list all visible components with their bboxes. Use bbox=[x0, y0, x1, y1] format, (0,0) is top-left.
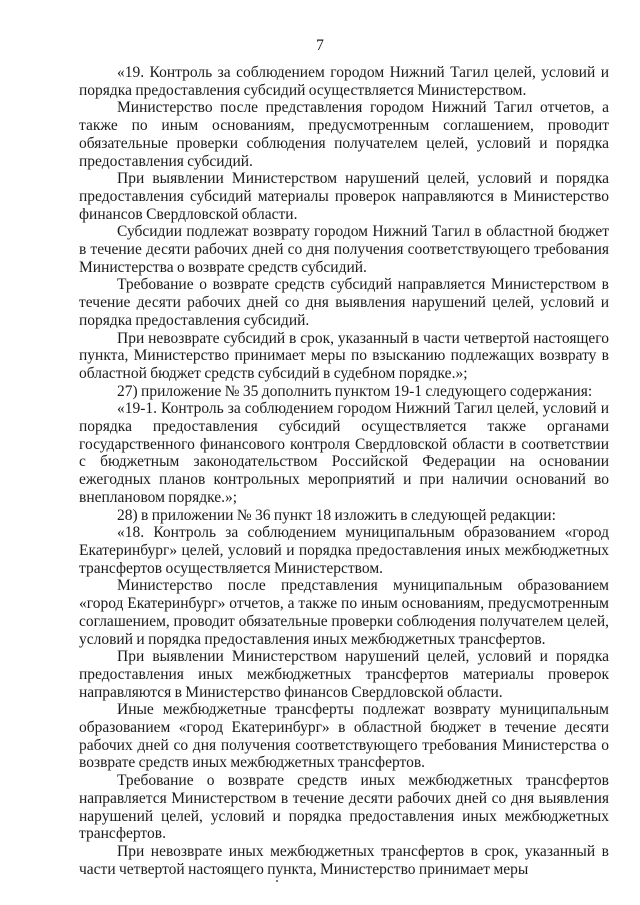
paragraph: Требование о возврате средств субсидий направляется Министерством в течение десяти рабочих дней со дня выявления нарушений целей, условий и порядка предоставления субсидий. bbox=[79, 276, 609, 329]
page-number: 7 bbox=[316, 37, 324, 54]
paragraph: «19-1. Контроль за соблюдением городом Нижний Тагил целей, условий и порядка предоставления субсидий осуществляется также органами государственного финансового контроля Свердловской области в соответствии с бюджетным законодательством Российской Федерации на основании ежегодных планов контрольных мероприятий и при наличии оснований во внеплановом порядке.»; bbox=[79, 400, 609, 506]
paragraph: Иные межбюджетные трансферты подлежат возврату муниципальным образованием «город Екатеринбург» в областной бюджет в течение десяти рабочих дней со дня получения соответствующего требования Министерства о возврате средств иных межбюджетных трансфертов. bbox=[79, 701, 609, 772]
scan-speck bbox=[276, 880, 278, 882]
paragraph: «18. Контроль за соблюдением муниципальным образованием «город Екатеринбург» целей, условий и порядка предоставления иных межбюджетных трансфертов осуществляется Министерством. bbox=[79, 524, 609, 577]
document-body bbox=[79, 64, 609, 878]
paragraph: При невозврате субсидий в срок, указанный в части четвертой настоящего пункта, Министерство принимает меры по взысканию подлежащих возврату в областной бюджет средств субсидий в судебном порядке.»; bbox=[79, 329, 609, 382]
paragraph: Министерство после представления городом Нижний Тагил отчетов, а также по иным основаниям, предусмотренным соглашением, проводит обязательные проверки соблюдения получателем целей, условий и порядка предоставления субсидий. bbox=[79, 99, 609, 170]
paragraph: 28) в приложении № 36 пункт 18 изложить в следующей редакции: bbox=[117, 506, 556, 524]
paragraph: При выявлении Министерством нарушений целей, условий и порядка предоставления субсидий материалы проверок направляются в Министерство финансов Свердловской области. bbox=[79, 170, 609, 223]
paragraph: Требование о возврате средств иных межбюджетных трансфертов направляется Министерством в течение десяти рабочих дней со дня выявления нарушений целей, условий и порядка предоставления иных межбюджетных трансфертов. bbox=[79, 772, 609, 843]
paragraph: Министерство после представления муниципальным образованием «город Екатеринбург» отчетов, а также по иным основаниям, предусмотренным соглашением, проводит обязательные проверки соблюдения получателем целей, условий и порядка предоставления иных межбюджетных трансфертов. bbox=[79, 577, 609, 648]
paragraph: «19. Контроль за соблюдением городом Нижний Тагил целей, условий и порядка предоставления субсидий осуществляется Министерством. bbox=[79, 64, 609, 99]
paragraph: При невозврате иных межбюджетных трансфертов в срок, указанный в части четвертой настоящего пункта, Министерство принимает меры bbox=[79, 842, 609, 878]
paragraph: 27) приложение № 35 дополнить пунктом 19-1 следующего содержания: bbox=[117, 382, 593, 400]
paragraph: Субсидии подлежат возврату городом Нижний Тагил в областной бюджет в течение десяти рабочих дней со дня получения соответствующего требования Министерства о возврате средств субсидий. bbox=[79, 223, 609, 276]
paragraph: При выявлении Министерством нарушений целей, условий и порядка предоставления иных межбюджетных трансфертов материалы проверок направляются в Министерство финансов Свердловской области. bbox=[79, 648, 609, 701]
